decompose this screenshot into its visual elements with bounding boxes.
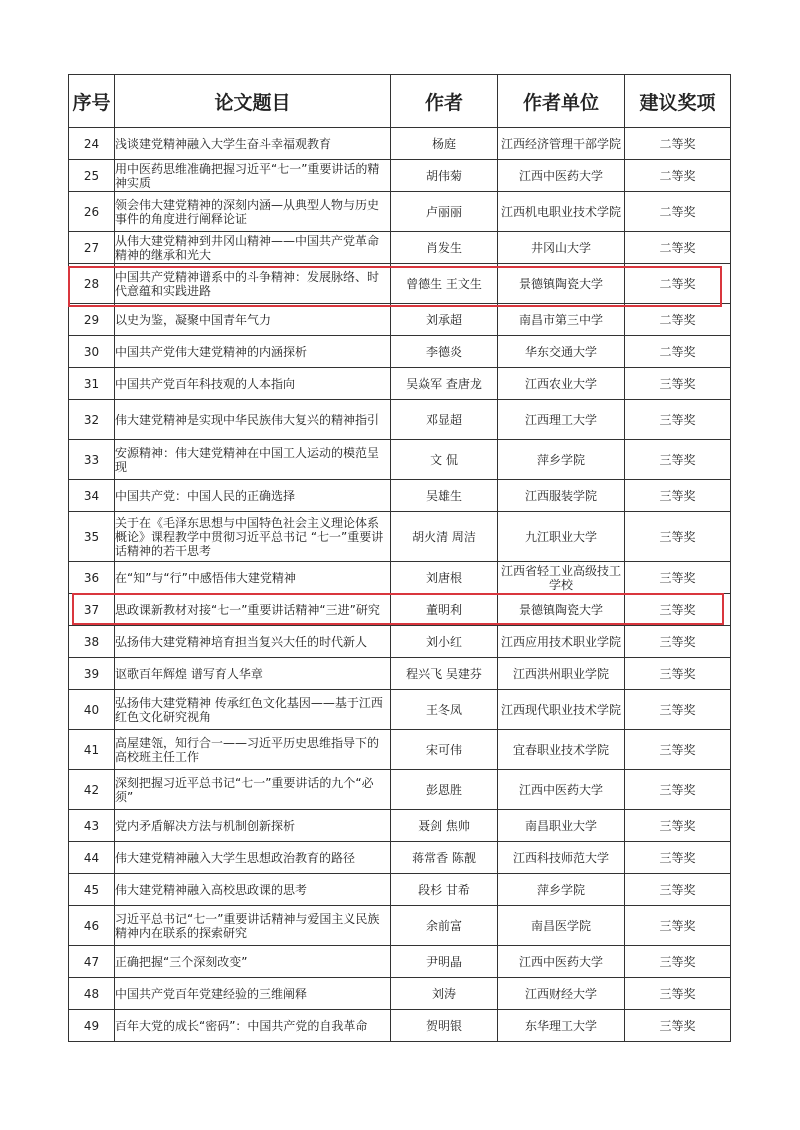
row-award-cell bbox=[625, 160, 731, 192]
row-title-cell bbox=[115, 232, 391, 264]
row-award-cell bbox=[625, 400, 731, 440]
row-unit-cell bbox=[498, 264, 625, 304]
row-title-cell bbox=[115, 368, 391, 400]
row-author: 杨庭 bbox=[431, 136, 456, 151]
row-num: 45 bbox=[83, 882, 100, 897]
row-unit: 南昌市第三中学 bbox=[518, 312, 603, 327]
row-unit-cell bbox=[498, 128, 625, 160]
row-num-cell bbox=[69, 690, 115, 730]
row-unit-cell bbox=[498, 232, 625, 264]
row-title-cell bbox=[115, 128, 391, 160]
row-author-cell bbox=[391, 160, 498, 192]
header-num: 序号 bbox=[69, 75, 115, 128]
header-unit: 作者单位 bbox=[498, 75, 625, 128]
row-author: 肖发生 bbox=[425, 240, 462, 255]
row-unit-cell bbox=[498, 690, 625, 730]
row-unit: 江西理工大学 bbox=[524, 412, 597, 427]
row-title: 深刻把握习近平总书记“七一”重要讲话的九个“必须” bbox=[115, 775, 374, 804]
row-title-cell bbox=[115, 264, 391, 304]
header-award: 建议奖项 bbox=[625, 75, 731, 128]
row-award: 二等奖 bbox=[659, 240, 696, 255]
row-num: 26 bbox=[83, 204, 100, 219]
row-num-cell bbox=[69, 874, 115, 906]
row-author: 文 侃 bbox=[430, 452, 458, 467]
row-title-cell bbox=[115, 1010, 391, 1042]
row-award-cell bbox=[625, 594, 731, 626]
table-row bbox=[69, 440, 731, 480]
row-title: 在“知”与“行”中感悟伟大建党精神 bbox=[115, 570, 296, 585]
row-num: 38 bbox=[83, 634, 100, 649]
row-num-cell bbox=[69, 400, 115, 440]
row-award-cell bbox=[625, 480, 731, 512]
row-num: 36 bbox=[83, 570, 100, 585]
row-award-cell bbox=[625, 842, 731, 874]
row-unit-cell bbox=[498, 770, 625, 810]
row-author: 李德炎 bbox=[425, 344, 462, 359]
row-award: 三等奖 bbox=[659, 452, 696, 467]
row-author: 宋可伟 bbox=[425, 742, 462, 757]
row-title: 浅谈建党精神融入大学生奋斗幸福观教育 bbox=[115, 136, 332, 151]
row-unit: 江西机电职业技术学院 bbox=[500, 204, 621, 219]
row-award: 三等奖 bbox=[659, 570, 696, 585]
row-author: 蒋常香 陈靓 bbox=[412, 850, 476, 865]
row-author-cell bbox=[391, 336, 498, 368]
row-num: 24 bbox=[83, 136, 100, 151]
row-title: 弘扬伟大建党精神培育担当复兴大任的时代新人 bbox=[115, 634, 368, 649]
row-unit: 景德镇陶瓷大学 bbox=[518, 602, 603, 617]
row-title-cell bbox=[115, 480, 391, 512]
row-award-cell bbox=[625, 304, 731, 336]
row-unit-cell bbox=[498, 658, 625, 690]
row-author-cell bbox=[391, 658, 498, 690]
row-author: 彭恩胜 bbox=[425, 782, 462, 797]
row-author: 胡火清 周洁 bbox=[412, 529, 476, 544]
row-author-cell bbox=[391, 368, 498, 400]
row-title-cell bbox=[115, 304, 391, 336]
row-unit: 南昌医学院 bbox=[530, 918, 591, 933]
row-title-cell bbox=[115, 978, 391, 1010]
row-title: 以史为鉴，凝聚中国青年气力 bbox=[115, 312, 272, 327]
row-author: 聂剑 焦帅 bbox=[418, 818, 470, 833]
row-award: 二等奖 bbox=[659, 312, 696, 327]
row-award: 三等奖 bbox=[659, 529, 696, 544]
table-row bbox=[69, 730, 731, 770]
row-unit: 江西中医药大学 bbox=[518, 782, 603, 797]
row-title: 中国共产党：中国人民的正确选择 bbox=[115, 488, 296, 503]
row-award-cell bbox=[625, 946, 731, 978]
row-unit-cell bbox=[498, 192, 625, 232]
table-row bbox=[69, 1010, 731, 1042]
table-row bbox=[69, 658, 731, 690]
row-num: 33 bbox=[83, 452, 100, 467]
row-award: 二等奖 bbox=[659, 136, 696, 151]
row-author-cell bbox=[391, 626, 498, 658]
row-title: 伟大建党精神是实现中华民族伟大复兴的精神指引 bbox=[115, 412, 380, 427]
row-award-cell bbox=[625, 192, 731, 232]
row-title: 中国共产党精神谱系中的斗争精神：发展脉络、时代意蕴和实践进路 bbox=[115, 269, 380, 298]
row-unit: 江西应用技术职业学院 bbox=[500, 634, 621, 649]
row-award: 三等奖 bbox=[659, 954, 696, 969]
row-unit: 宜春职业技术学院 bbox=[512, 742, 609, 757]
row-unit: 南昌职业大学 bbox=[524, 818, 597, 833]
row-num-cell bbox=[69, 128, 115, 160]
table-body bbox=[69, 128, 731, 1042]
row-award: 三等奖 bbox=[659, 818, 696, 833]
row-unit-cell bbox=[498, 336, 625, 368]
row-author: 吴焱军 查唐龙 bbox=[406, 376, 482, 391]
row-unit: 江西农业大学 bbox=[524, 376, 597, 391]
row-author-cell bbox=[391, 842, 498, 874]
header-author: 作者 bbox=[391, 75, 498, 128]
row-title-cell bbox=[115, 192, 391, 232]
row-title: 伟大建党精神融入高校思政课的思考 bbox=[115, 882, 308, 897]
row-title: 习近平总书记“七一”重要讲话精神与爱国主义民族精神内在联系的探索研究 bbox=[115, 911, 380, 940]
row-unit: 江西洪州职业学院 bbox=[512, 666, 609, 681]
row-author-cell bbox=[391, 690, 498, 730]
row-title: 弘扬伟大建党精神 传承红色文化基因——基于江西红色文化研究视角 bbox=[115, 695, 383, 724]
row-num-cell bbox=[69, 336, 115, 368]
row-author: 尹明晶 bbox=[425, 954, 462, 969]
row-title: 中国共产党伟大建党精神的内涵探析 bbox=[115, 344, 308, 359]
row-author-cell bbox=[391, 304, 498, 336]
row-award-cell bbox=[625, 874, 731, 906]
row-award: 三等奖 bbox=[659, 782, 696, 797]
row-title: 用中医药思维准确把握习近平“七一”重要讲话的精神实质 bbox=[115, 161, 380, 190]
table-row bbox=[69, 368, 731, 400]
row-unit-cell bbox=[498, 1010, 625, 1042]
table-row bbox=[69, 264, 731, 304]
row-unit-cell bbox=[498, 626, 625, 658]
row-award: 二等奖 bbox=[659, 276, 696, 291]
row-award: 三等奖 bbox=[659, 666, 696, 681]
row-num: 42 bbox=[83, 782, 100, 797]
row-award: 三等奖 bbox=[659, 702, 696, 717]
row-author-cell bbox=[391, 562, 498, 594]
row-num: 29 bbox=[83, 312, 100, 327]
row-author: 王冬凤 bbox=[425, 702, 462, 717]
table-row bbox=[69, 594, 731, 626]
row-title-cell bbox=[115, 336, 391, 368]
row-award-cell bbox=[625, 730, 731, 770]
row-unit-cell bbox=[498, 810, 625, 842]
row-num: 37 bbox=[83, 602, 100, 617]
row-author-cell bbox=[391, 192, 498, 232]
row-num: 39 bbox=[83, 666, 100, 681]
row-award-cell bbox=[625, 658, 731, 690]
row-author: 余前富 bbox=[425, 918, 462, 933]
table-row bbox=[69, 810, 731, 842]
table-row bbox=[69, 946, 731, 978]
row-award: 三等奖 bbox=[659, 634, 696, 649]
row-num-cell bbox=[69, 440, 115, 480]
row-award-cell bbox=[625, 368, 731, 400]
row-award: 三等奖 bbox=[659, 1018, 696, 1033]
row-num-cell bbox=[69, 658, 115, 690]
table-row bbox=[69, 480, 731, 512]
row-author-cell bbox=[391, 946, 498, 978]
row-unit-cell bbox=[498, 400, 625, 440]
row-unit-cell bbox=[498, 946, 625, 978]
row-unit-cell bbox=[498, 512, 625, 562]
row-author: 卢丽丽 bbox=[425, 204, 462, 219]
row-award: 三等奖 bbox=[659, 412, 696, 427]
row-title: 伟大建党精神融入大学生思想政治教育的路径 bbox=[115, 850, 356, 865]
row-title: 关于在《毛泽东思想与中国特色社会主义理论体系概论》课程教学中贯彻习近平总书记 “七一”重要讲话精神的若干思考 bbox=[115, 515, 384, 558]
row-author: 程兴飞 吴建芬 bbox=[406, 666, 482, 681]
row-author: 吴雄生 bbox=[425, 488, 462, 503]
row-title-cell bbox=[115, 440, 391, 480]
row-title-cell bbox=[115, 160, 391, 192]
row-title-cell bbox=[115, 874, 391, 906]
row-num-cell bbox=[69, 304, 115, 336]
row-num: 46 bbox=[83, 918, 100, 933]
row-award: 三等奖 bbox=[659, 742, 696, 757]
row-author-cell bbox=[391, 594, 498, 626]
row-num: 32 bbox=[83, 412, 100, 427]
row-author: 曾德生 王文生 bbox=[406, 276, 482, 291]
row-num-cell bbox=[69, 480, 115, 512]
table-row bbox=[69, 874, 731, 906]
row-title-cell bbox=[115, 594, 391, 626]
row-author: 段杉 甘希 bbox=[418, 882, 470, 897]
row-award-cell bbox=[625, 626, 731, 658]
row-award-cell bbox=[625, 336, 731, 368]
row-unit: 江西经济管理干部学院 bbox=[500, 136, 621, 151]
table-row bbox=[69, 770, 731, 810]
row-award-cell bbox=[625, 978, 731, 1010]
row-num-cell bbox=[69, 730, 115, 770]
row-unit: 景德镇陶瓷大学 bbox=[518, 276, 603, 291]
row-title: 高屋建瓴，知行合一——习近平历史思维指导下的高校班主任工作 bbox=[115, 735, 380, 764]
row-unit-cell bbox=[498, 562, 625, 594]
row-title: 党内矛盾解决方法与机制创新探析 bbox=[115, 818, 296, 833]
row-award-cell bbox=[625, 264, 731, 304]
row-num: 34 bbox=[83, 488, 100, 503]
row-award: 三等奖 bbox=[659, 850, 696, 865]
row-author-cell bbox=[391, 770, 498, 810]
table-row bbox=[69, 336, 731, 368]
row-num: 30 bbox=[83, 344, 100, 359]
table-row bbox=[69, 192, 731, 232]
row-num-cell bbox=[69, 946, 115, 978]
table-row bbox=[69, 400, 731, 440]
row-unit-cell bbox=[498, 906, 625, 946]
row-title: 领会伟大建党精神的深刻内涵—从典型人物与历史事件的角度进行阐释论证 bbox=[115, 197, 380, 226]
row-unit-cell bbox=[498, 842, 625, 874]
row-num: 47 bbox=[83, 954, 100, 969]
row-unit: 萍乡学院 bbox=[536, 452, 585, 467]
row-award-cell bbox=[625, 232, 731, 264]
row-unit: 江西财经大学 bbox=[524, 986, 597, 1001]
row-unit: 江西中医药大学 bbox=[518, 168, 603, 183]
row-num-cell bbox=[69, 906, 115, 946]
row-author-cell bbox=[391, 1010, 498, 1042]
row-author: 董明利 bbox=[425, 602, 462, 617]
row-author-cell bbox=[391, 480, 498, 512]
row-num: 28 bbox=[83, 276, 100, 291]
row-author-cell bbox=[391, 730, 498, 770]
row-author: 邓显超 bbox=[425, 412, 462, 427]
row-title-cell bbox=[115, 842, 391, 874]
header-title: 论文题目 bbox=[115, 75, 391, 128]
row-num: 48 bbox=[83, 986, 100, 1001]
row-author-cell bbox=[391, 906, 498, 946]
row-award: 二等奖 bbox=[659, 344, 696, 359]
table-row bbox=[69, 906, 731, 946]
row-unit: 东华理工大学 bbox=[524, 1018, 597, 1033]
table-header-row bbox=[69, 75, 731, 128]
table-row bbox=[69, 690, 731, 730]
row-author-cell bbox=[391, 440, 498, 480]
row-author-cell bbox=[391, 874, 498, 906]
row-award-cell bbox=[625, 810, 731, 842]
row-unit: 华东交通大学 bbox=[524, 344, 597, 359]
row-award: 二等奖 bbox=[659, 204, 696, 219]
row-author-cell bbox=[391, 810, 498, 842]
row-num: 27 bbox=[83, 240, 100, 255]
row-unit: 江西现代职业技术学院 bbox=[500, 702, 621, 717]
row-title: 中国共产党百年科技观的人本指向 bbox=[115, 376, 296, 391]
row-num: 44 bbox=[83, 850, 100, 865]
row-unit-cell bbox=[498, 160, 625, 192]
table-row bbox=[69, 160, 731, 192]
row-author-cell bbox=[391, 512, 498, 562]
row-title-cell bbox=[115, 946, 391, 978]
row-title: 思政课新教材对接“七一”重要讲话精神“三进”研究 bbox=[115, 602, 380, 617]
row-award-cell bbox=[625, 690, 731, 730]
row-award-cell bbox=[625, 440, 731, 480]
row-award-cell bbox=[625, 770, 731, 810]
row-num-cell bbox=[69, 626, 115, 658]
row-unit-cell bbox=[498, 730, 625, 770]
row-title-cell bbox=[115, 512, 391, 562]
row-title-cell bbox=[115, 400, 391, 440]
row-num-cell bbox=[69, 192, 115, 232]
row-award-cell bbox=[625, 512, 731, 562]
row-num-cell bbox=[69, 1010, 115, 1042]
row-unit: 江西科技师范大学 bbox=[512, 850, 609, 865]
row-num: 40 bbox=[83, 702, 100, 717]
row-title: 百年大党的成长“密码”：中国共产党的自我革命 bbox=[115, 1018, 368, 1033]
row-unit: 井冈山大学 bbox=[530, 240, 591, 255]
row-unit-cell bbox=[498, 304, 625, 336]
row-author-cell bbox=[391, 978, 498, 1010]
row-unit-cell bbox=[498, 874, 625, 906]
row-title: 中国共产党百年党建经验的三维阐释 bbox=[115, 986, 308, 1001]
row-num-cell bbox=[69, 368, 115, 400]
row-award: 三等奖 bbox=[659, 376, 696, 391]
row-author-cell bbox=[391, 232, 498, 264]
row-title-cell bbox=[115, 562, 391, 594]
row-unit-cell bbox=[498, 440, 625, 480]
row-title-cell bbox=[115, 658, 391, 690]
awards-table bbox=[68, 74, 731, 1042]
row-award-cell bbox=[625, 906, 731, 946]
row-award-cell bbox=[625, 1010, 731, 1042]
row-unit: 江西服装学院 bbox=[524, 488, 597, 503]
table-row bbox=[69, 128, 731, 160]
table-row bbox=[69, 304, 731, 336]
row-num: 35 bbox=[83, 529, 100, 544]
row-num-cell bbox=[69, 770, 115, 810]
row-unit: 九江职业大学 bbox=[524, 529, 597, 544]
row-title: 安源精神：伟大建党精神在中国工人运动的模范呈现 bbox=[115, 445, 380, 474]
row-award: 二等奖 bbox=[659, 168, 696, 183]
table-row bbox=[69, 232, 731, 264]
row-author: 刘小红 bbox=[425, 634, 462, 649]
row-num: 49 bbox=[83, 1018, 100, 1033]
row-author: 胡伟菊 bbox=[425, 168, 462, 183]
row-award-cell bbox=[625, 128, 731, 160]
row-unit-cell bbox=[498, 978, 625, 1010]
row-title: 讴歌百年辉煌 谱写育人华章 bbox=[115, 666, 263, 681]
table-row bbox=[69, 562, 731, 594]
table-row bbox=[69, 978, 731, 1010]
row-award: 三等奖 bbox=[659, 488, 696, 503]
row-award: 三等奖 bbox=[659, 918, 696, 933]
table-row bbox=[69, 626, 731, 658]
row-author-cell bbox=[391, 264, 498, 304]
row-author: 刘承超 bbox=[425, 312, 462, 327]
row-unit: 江西中医药大学 bbox=[518, 954, 603, 969]
row-num-cell bbox=[69, 264, 115, 304]
row-author-cell bbox=[391, 400, 498, 440]
row-num-cell bbox=[69, 978, 115, 1010]
row-title-cell bbox=[115, 810, 391, 842]
row-num-cell bbox=[69, 160, 115, 192]
row-award: 三等奖 bbox=[659, 986, 696, 1001]
row-title-cell bbox=[115, 906, 391, 946]
row-num: 31 bbox=[83, 376, 100, 391]
row-unit-cell bbox=[498, 368, 625, 400]
row-unit-cell bbox=[498, 480, 625, 512]
row-award: 三等奖 bbox=[659, 882, 696, 897]
row-num: 25 bbox=[83, 168, 100, 183]
row-num-cell bbox=[69, 594, 115, 626]
row-title-cell bbox=[115, 626, 391, 658]
row-num: 43 bbox=[83, 818, 100, 833]
row-title-cell bbox=[115, 730, 391, 770]
row-author: 刘唐根 bbox=[425, 570, 462, 585]
row-num-cell bbox=[69, 842, 115, 874]
row-num-cell bbox=[69, 512, 115, 562]
row-num-cell bbox=[69, 562, 115, 594]
row-author: 贺明银 bbox=[425, 1018, 462, 1033]
row-title-cell bbox=[115, 690, 391, 730]
row-title-cell bbox=[115, 770, 391, 810]
row-award: 三等奖 bbox=[659, 602, 696, 617]
row-unit-cell bbox=[498, 594, 625, 626]
row-author: 刘涛 bbox=[431, 986, 456, 1001]
table-row bbox=[69, 512, 731, 562]
row-num-cell bbox=[69, 810, 115, 842]
row-author-cell bbox=[391, 128, 498, 160]
row-num: 41 bbox=[83, 742, 100, 757]
row-award-cell bbox=[625, 562, 731, 594]
row-title: 从伟大建党精神到井冈山精神——中国共产党革命精神的继承和光大 bbox=[115, 233, 380, 262]
row-unit: 江西省轻工业高级技工学校 bbox=[500, 563, 621, 592]
row-unit: 萍乡学院 bbox=[536, 882, 585, 897]
row-num-cell bbox=[69, 232, 115, 264]
row-title: 正确把握“三个深刻改变” bbox=[115, 954, 248, 969]
table-row bbox=[69, 842, 731, 874]
